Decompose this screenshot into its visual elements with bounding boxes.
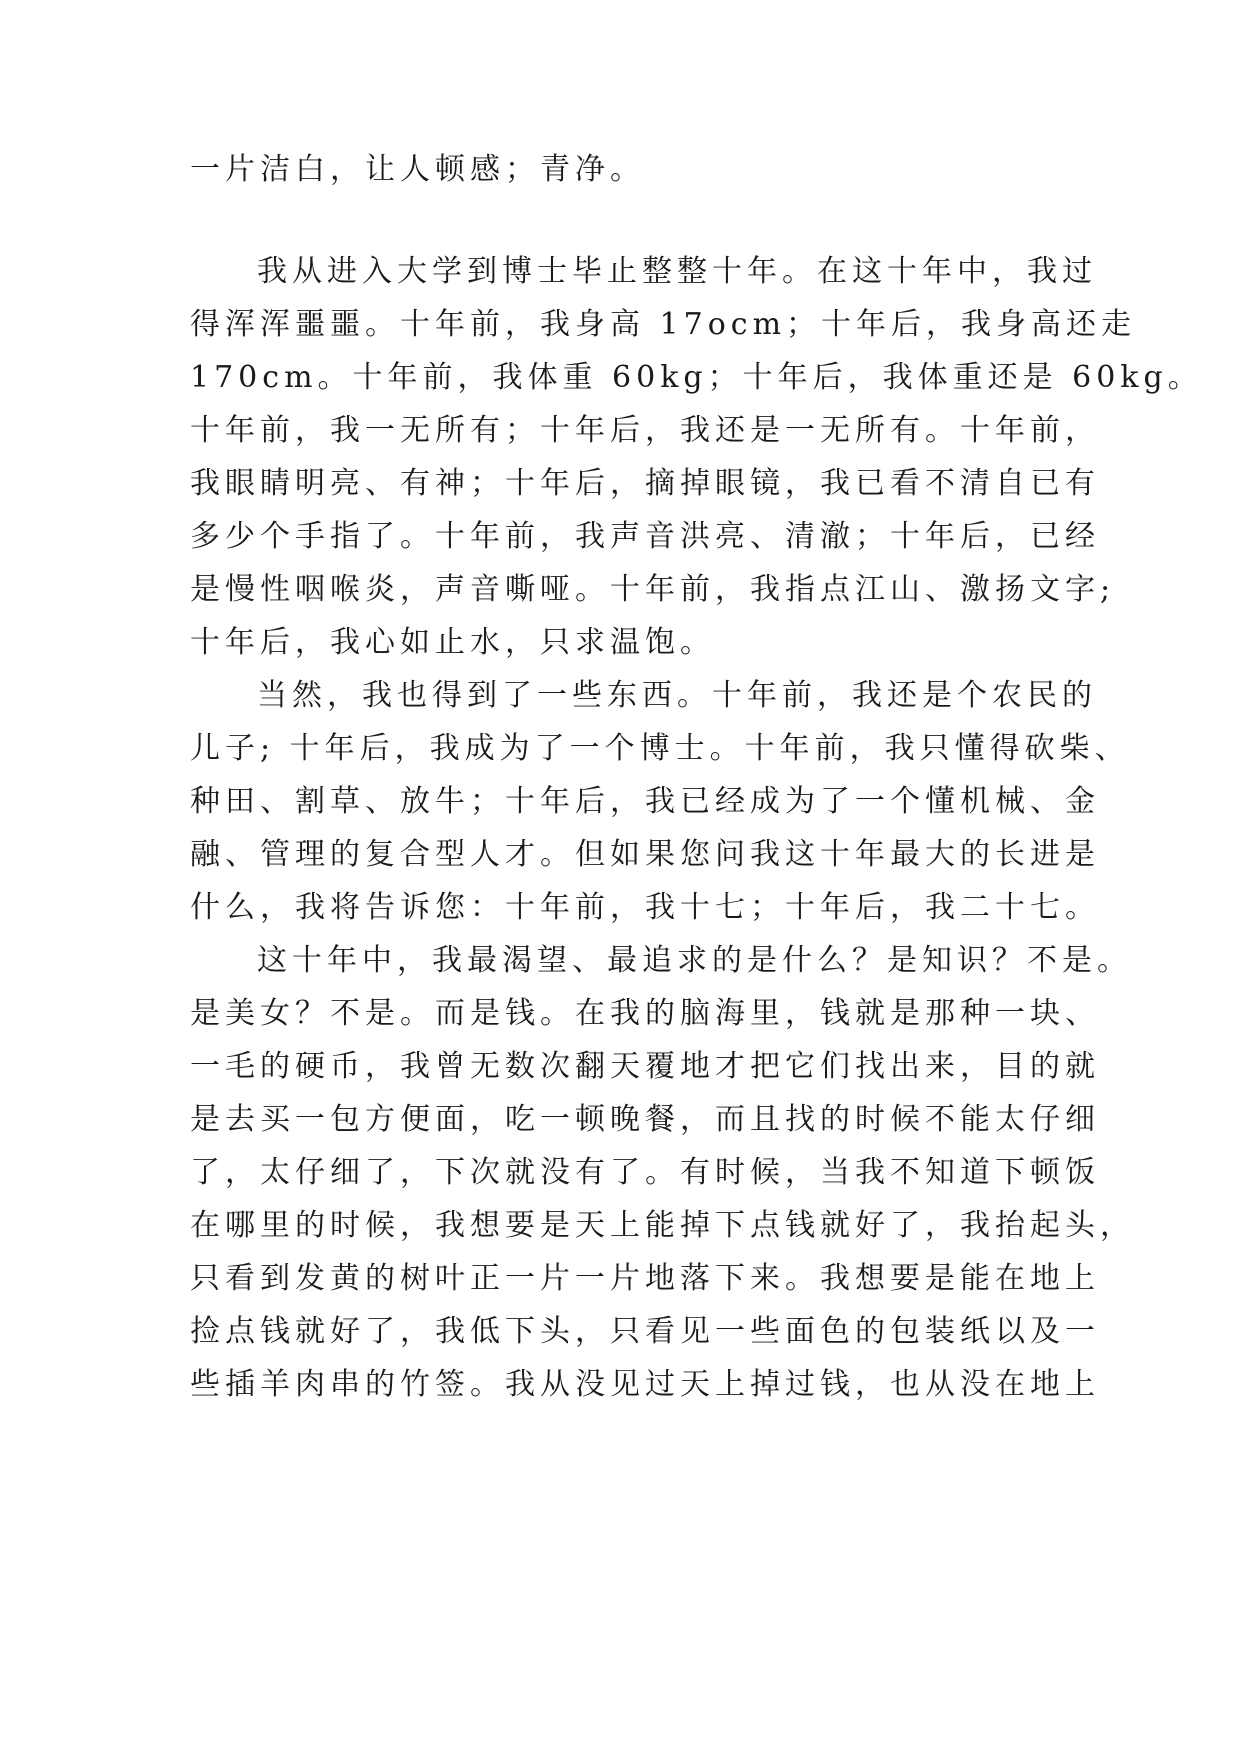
text-line: 得浑浑噩噩。十年前，我身高 17ocm；十年后，我身高还走 <box>190 307 1137 342</box>
text-line: 十年前，我一无所有；十年后，我还是一无所有。十年前， <box>190 413 1100 448</box>
text-line: 些插羊肉串的竹签。我从没见过天上掉过钱，也从没在地上 <box>190 1367 1100 1402</box>
text-line: 种田、割草、放牛；十年后，我已经成为了一个懂机械、金 <box>190 784 1100 819</box>
text-line: 捡点钱就好了，我低下头，只看见一些面色的包装纸以及一 <box>190 1314 1100 1349</box>
text-line: 了，太仔细了，下次就没有了。有时候，当我不知道下顿饭 <box>190 1155 1100 1190</box>
text-line: 我眼睛明亮、有神；十年后，摘掉眼镜，我已看不清自已有 <box>190 466 1100 501</box>
text-line: 我从进入大学到博士毕止整整十年。在这十年中，我过 <box>257 254 1097 289</box>
text-line: 十年后，我心如止水，只求温饱。 <box>190 625 715 660</box>
text-line: 一毛的硬币，我曾无数次翻天覆地才把它们找出来，目的就 <box>190 1049 1100 1084</box>
text-line: 这十年中，我最渴望、最追求的是什么？是知识？不是。 <box>257 943 1132 978</box>
text-line: 是美女？不是。而是钱。在我的脑海里，钱就是那种一块、 <box>190 996 1100 1031</box>
text-line: 是慢性咽喉炎，声音嘶哑。十年前，我指点江山、激扬文字; <box>190 572 1116 607</box>
text-line: 儿子; 十年后，我成为了一个博士。十年前，我只懂得砍柴、 <box>190 731 1130 766</box>
text-line: 一片洁白，让人顿感；青净。 <box>190 152 645 187</box>
text-line: 什么，我将告诉您：十年前，我十七；十年后，我二十七。 <box>190 890 1100 925</box>
text-line: 多少个手指了。十年前，我声音洪亮、清澈；十年后，已经 <box>190 519 1100 554</box>
text-line: 是去买一包方便面，吃一顿晚餐，而且找的时候不能太仔细 <box>190 1102 1100 1137</box>
text-line: 只看到发黄的树叶正一片一片地落下来。我想要是能在地上 <box>190 1261 1100 1296</box>
text-line: 170cm。十年前，我体重 60kg；十年后，我体重还是 60kg。 <box>190 360 1203 395</box>
text-line: 融、管理的复合型人才。但如果您问我这十年最大的长进是 <box>190 837 1100 872</box>
text-line: 当然，我也得到了一些东西。十年前，我还是个农民的 <box>257 678 1097 713</box>
text-line: 在哪里的时候，我想要是天上能掉下点钱就好了，我抬起头， <box>190 1208 1135 1243</box>
